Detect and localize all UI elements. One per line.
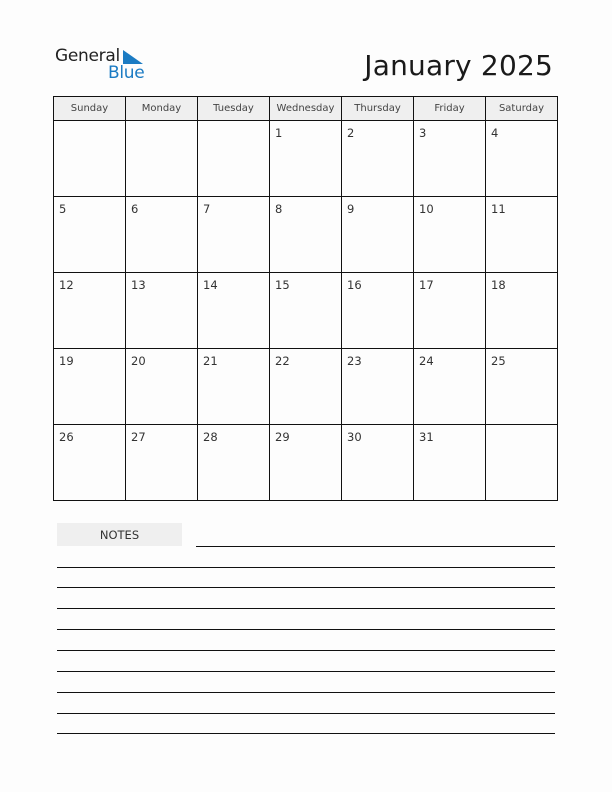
day-cell <box>486 121 558 197</box>
day-cell <box>270 197 342 273</box>
day-number: 19 <box>59 354 74 368</box>
day-cell <box>198 197 270 273</box>
day-cell <box>126 197 198 273</box>
day-cell <box>342 349 414 425</box>
weekday-header: Friday <box>414 97 486 121</box>
week-row <box>54 425 558 501</box>
calendar-grid <box>53 96 558 501</box>
day-cell <box>486 349 558 425</box>
note-line <box>57 733 555 734</box>
note-line <box>57 713 555 714</box>
note-line <box>57 608 555 609</box>
logo-word-general: General <box>55 46 120 66</box>
day-number: 29 <box>275 430 290 444</box>
day-number: 31 <box>419 430 434 444</box>
day-number: 20 <box>131 354 146 368</box>
day-cell <box>270 425 342 501</box>
day-number: 14 <box>203 278 218 292</box>
weekday-header: Monday <box>126 97 198 121</box>
day-number: 27 <box>131 430 146 444</box>
weekday-header: Thursday <box>342 97 414 121</box>
day-number: 1 <box>275 126 283 140</box>
day-number: 23 <box>347 354 362 368</box>
notes-label: NOTES <box>57 523 182 546</box>
weekday-header: Tuesday <box>198 97 270 121</box>
day-cell <box>126 425 198 501</box>
day-cell <box>342 425 414 501</box>
day-number: 18 <box>491 278 506 292</box>
day-cell <box>126 273 198 349</box>
day-cell <box>270 349 342 425</box>
day-number: 4 <box>491 126 499 140</box>
day-number <box>198 121 269 126</box>
day-cell <box>54 349 126 425</box>
day-cell <box>342 121 414 197</box>
day-number: 17 <box>419 278 434 292</box>
day-number: 28 <box>203 430 218 444</box>
day-number: 26 <box>59 430 74 444</box>
day-cell <box>414 425 486 501</box>
day-number: 5 <box>59 202 67 216</box>
day-cell <box>54 273 126 349</box>
day-number: 15 <box>275 278 290 292</box>
day-number: 6 <box>131 202 139 216</box>
day-cell <box>270 121 342 197</box>
day-number <box>54 121 125 126</box>
day-cell <box>486 425 558 501</box>
page-title: January 2025 <box>364 49 553 82</box>
note-line <box>57 629 555 630</box>
note-line <box>57 587 555 588</box>
day-cell <box>198 425 270 501</box>
day-number: 8 <box>275 202 283 216</box>
week-row <box>54 121 558 197</box>
weekday-header: Wednesday <box>270 97 342 121</box>
brand-logo <box>55 46 155 86</box>
logo-triangle-icon <box>123 50 143 64</box>
day-number: 30 <box>347 430 362 444</box>
day-cell <box>270 273 342 349</box>
day-cell <box>126 121 198 197</box>
note-line <box>57 671 555 672</box>
day-cell <box>54 121 126 197</box>
logo-word-blue: Blue <box>108 63 145 83</box>
day-cell <box>414 121 486 197</box>
day-cell <box>126 349 198 425</box>
day-number: 11 <box>491 202 506 216</box>
day-cell <box>198 121 270 197</box>
day-cell <box>486 273 558 349</box>
day-number: 22 <box>275 354 290 368</box>
day-number: 25 <box>491 354 506 368</box>
weekday-header: Saturday <box>486 97 558 121</box>
day-number: 3 <box>419 126 427 140</box>
day-number: 12 <box>59 278 74 292</box>
day-number <box>486 425 557 430</box>
day-cell <box>342 273 414 349</box>
weekday-header-row <box>54 97 558 121</box>
day-cell <box>54 425 126 501</box>
note-line <box>57 692 555 693</box>
day-number <box>126 121 197 126</box>
day-number: 10 <box>419 202 434 216</box>
day-cell <box>54 197 126 273</box>
note-line <box>57 567 555 568</box>
day-cell <box>414 273 486 349</box>
day-number: 9 <box>347 202 355 216</box>
day-cell <box>198 349 270 425</box>
day-cell <box>486 197 558 273</box>
note-line <box>196 546 555 547</box>
day-cell <box>414 349 486 425</box>
day-cell <box>414 197 486 273</box>
day-cell <box>342 197 414 273</box>
day-number: 7 <box>203 202 211 216</box>
week-row <box>54 349 558 425</box>
week-row <box>54 197 558 273</box>
weekday-header: Sunday <box>54 97 126 121</box>
day-number: 21 <box>203 354 218 368</box>
week-row <box>54 273 558 349</box>
day-number: 13 <box>131 278 146 292</box>
note-line <box>57 650 555 651</box>
day-number: 16 <box>347 278 362 292</box>
day-cell <box>198 273 270 349</box>
day-number: 24 <box>419 354 434 368</box>
day-number: 2 <box>347 126 355 140</box>
